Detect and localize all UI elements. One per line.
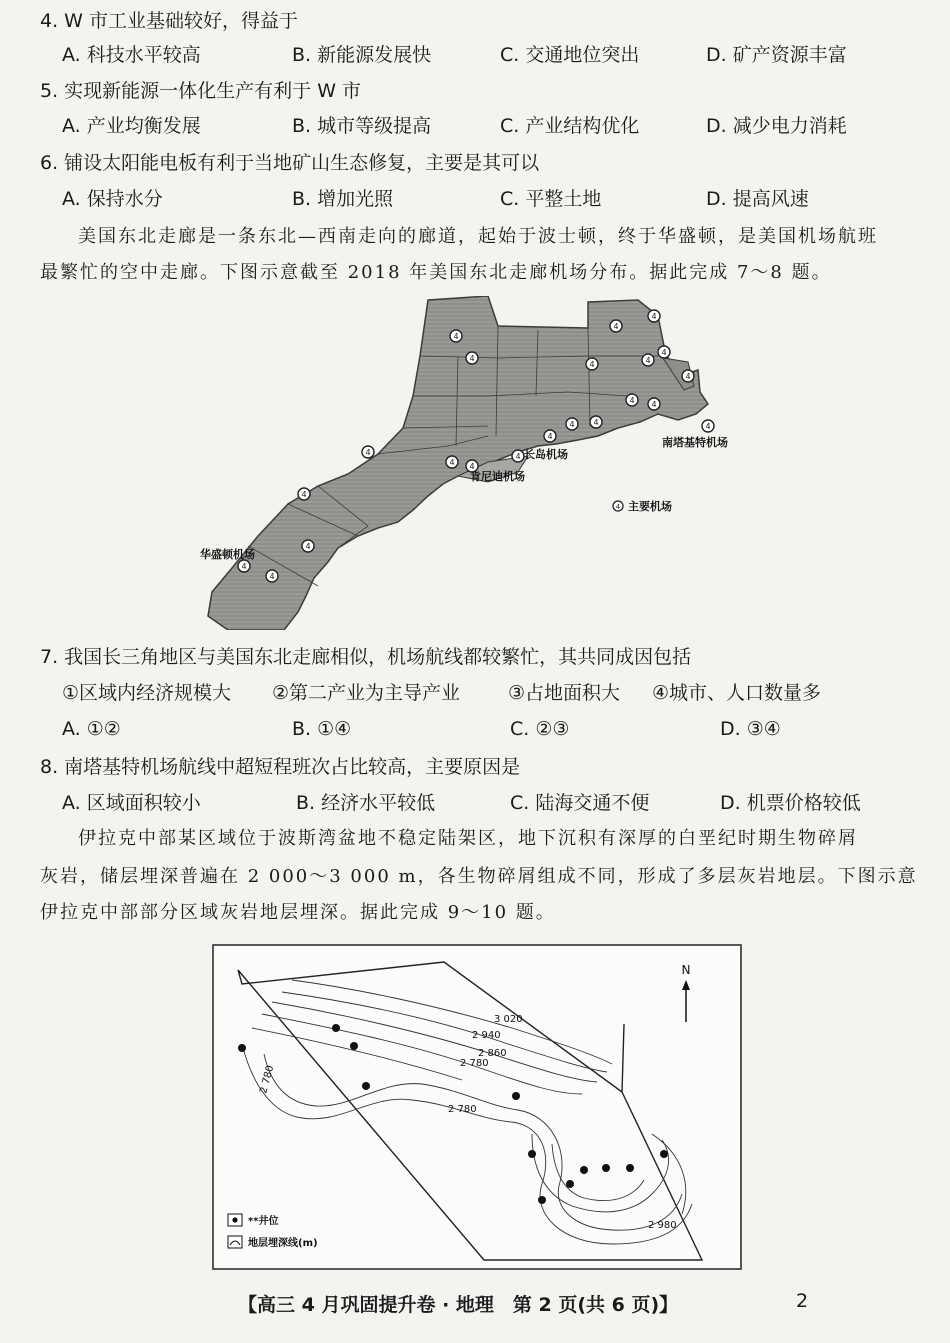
passage1-line2: 最繁忙的空中走廊。下图示意截至 2018 年美国东北走廊机场分布。据此完成 7～8 题。	[40, 262, 832, 283]
passage2-line1: 伊拉克中部某区域位于波斯湾盆地不稳定陆架区，地下沉积有深厚的白垩纪时期生物碎屑	[78, 828, 858, 849]
q7-item-3: ③占地面积大	[508, 682, 621, 704]
q8-option-c: C. 陆海交通不便	[510, 792, 650, 814]
q6-option-b: B. 增加光照	[292, 188, 394, 210]
page-footer: 【高三 4 月巩固提升卷 · 地理 第 2 页(共 6 页)】	[238, 1294, 679, 1316]
svg-text:4: 4	[569, 420, 575, 429]
airport-marker	[648, 310, 660, 322]
airport-marker	[302, 540, 314, 552]
q5-option-c: C. 产业结构优化	[500, 115, 640, 137]
svg-text:4: 4	[661, 348, 667, 357]
airport-marker	[238, 560, 250, 572]
contour-label: 2 780	[448, 1104, 477, 1115]
svg-text:4: 4	[645, 356, 651, 365]
well-marker	[602, 1164, 610, 1172]
q7-option-b: B. ①④	[292, 718, 352, 740]
label-nantucket-airport: 南塔基特机场	[662, 436, 728, 449]
q6-option-a: A. 保持水分	[62, 188, 163, 210]
airport-marker	[544, 430, 556, 442]
q4-option-c: C. 交通地位突出	[500, 44, 640, 66]
well-marker	[538, 1196, 546, 1204]
passage1-line1: 美国东北走廊是一条东北—西南走向的廊道，起始于波士顿，终于华盛顿，是美国机场航班	[78, 226, 878, 247]
q5-option-b: B. 城市等级提高	[292, 115, 432, 137]
q4-stem: 4. W 市工业基础较好，得益于	[40, 10, 298, 32]
q7-stem: 7. 我国长三角地区与美国东北走廊相似，机场航线都较繁忙，其共同成因包括	[40, 646, 692, 668]
well-marker	[238, 1044, 246, 1052]
legend-contour: 地层埋深线(m)	[248, 1238, 318, 1249]
svg-text:4: 4	[651, 312, 657, 321]
airport-marker	[298, 488, 310, 500]
q6-option-d: D. 提高风速	[706, 188, 809, 210]
svg-text:4: 4	[449, 458, 455, 467]
well-marker	[660, 1150, 668, 1158]
svg-text:4: 4	[301, 490, 307, 499]
svg-text:4: 4	[515, 452, 521, 461]
airport-marker	[626, 394, 638, 406]
q6-stem: 6. 铺设太阳能电板有利于当地矿山生态修复，主要是其可以	[40, 152, 540, 174]
svg-text:4: 4	[651, 400, 657, 409]
contour-label: 2 860	[478, 1048, 507, 1059]
well-marker	[332, 1024, 340, 1032]
northeast-corridor-map	[188, 296, 748, 630]
svg-text:4: 4	[365, 448, 371, 457]
well-marker	[626, 1164, 634, 1172]
svg-text:4: 4	[547, 432, 553, 441]
airport-marker	[512, 450, 524, 462]
svg-text:4: 4	[469, 354, 475, 363]
svg-text:4: 4	[241, 562, 247, 571]
svg-text:4: 4	[593, 418, 599, 427]
page-number: 2	[796, 1290, 809, 1312]
airport-marker	[266, 570, 278, 582]
q7-item-2: ②第二产业为主导产业	[272, 682, 461, 704]
q8-option-b: B. 经济水平较低	[296, 792, 436, 814]
airport-marker	[648, 398, 660, 410]
svg-text:4: 4	[705, 422, 711, 431]
airport-marker	[682, 370, 694, 382]
well-marker	[362, 1082, 370, 1090]
svg-text:4: 4	[685, 372, 691, 381]
contour-label: 2 940	[472, 1030, 501, 1041]
svg-text:4: 4	[615, 503, 621, 511]
well-marker	[566, 1180, 574, 1188]
airport-marker	[566, 418, 578, 430]
contour-label: 3 020	[494, 1014, 523, 1025]
svg-text:4: 4	[305, 542, 311, 551]
passage2-line2: 灰岩，储层埋深普遍在 2 000～3 000 m，各生物碎屑组成不同，形成了多层灰岩地层。下图示意	[40, 866, 918, 887]
q7-item-4: ④城市、人口数量多	[652, 682, 822, 704]
q5-option-d: D. 减少电力消耗	[706, 115, 847, 137]
airport-marker	[586, 358, 598, 370]
well-marker	[512, 1092, 520, 1100]
airport-marker	[610, 320, 622, 332]
contour-label: 2 980	[648, 1220, 677, 1231]
limestone-depth-map	[212, 944, 742, 1270]
passage2-line3: 伊拉克中部部分区域灰岩地层埋深。据此完成 9～10 题。	[40, 902, 556, 923]
legend-main-airport: 主要机场	[628, 500, 672, 513]
airport-marker	[642, 354, 654, 366]
q7-option-a: A. ①②	[62, 718, 121, 740]
airport-marker	[590, 416, 602, 428]
legend-well: **井位	[248, 1216, 279, 1227]
airport-marker	[362, 446, 374, 458]
q7-option-c: C. ②③	[510, 718, 570, 740]
q8-stem: 8. 南塔基特机场航线中超短程班次占比较高，主要原因是	[40, 756, 521, 778]
q5-stem: 5. 实现新能源一体化生产有利于 W 市	[40, 80, 362, 102]
contour-label: 2 780	[460, 1058, 489, 1069]
svg-text:4: 4	[453, 332, 459, 341]
svg-text:4: 4	[269, 572, 275, 581]
map1-legend	[613, 499, 672, 513]
contour-label: 2 780	[258, 1064, 277, 1095]
airport-marker	[450, 330, 462, 342]
q8-option-d: D. 机票价格较低	[720, 792, 861, 814]
airport-marker	[658, 346, 670, 358]
q7-option-d: D. ③④	[720, 718, 781, 740]
q7-item-1: ①区域内经济规模大	[62, 682, 232, 704]
svg-text:4: 4	[589, 360, 595, 369]
well-marker	[528, 1150, 536, 1158]
airport-marker	[702, 420, 714, 432]
airport-marker	[446, 456, 458, 468]
q6-option-c: C. 平整土地	[500, 188, 602, 210]
label-kennedy-airport: 肯尼迪机场	[470, 470, 525, 483]
q5-option-a: A. 产业均衡发展	[62, 115, 201, 137]
label-washington-airport: 华盛顿机场	[200, 548, 255, 561]
q4-option-a: A. 科技水平较高	[62, 44, 201, 66]
well-marker	[350, 1042, 358, 1050]
well-marker	[580, 1166, 588, 1174]
label-changdao-airport: 长岛机场	[524, 448, 568, 461]
svg-text:4: 4	[469, 462, 475, 471]
q4-option-d: D. 矿产资源丰富	[706, 44, 847, 66]
svg-text:4: 4	[629, 396, 635, 405]
airport-marker	[466, 352, 478, 364]
svg-text:4: 4	[613, 322, 619, 331]
q4-option-b: B. 新能源发展快	[292, 44, 432, 66]
q8-option-a: A. 区域面积较小	[62, 792, 201, 814]
north-label: N	[681, 963, 691, 977]
